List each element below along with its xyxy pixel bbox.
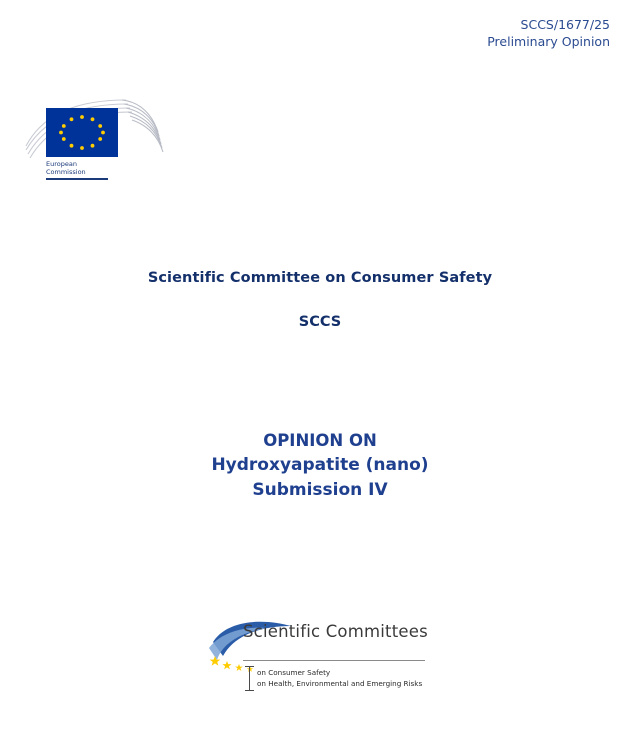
committee-title-block [0, 270, 640, 330]
scientific-committees-title: Scientific Committees [243, 622, 428, 641]
document-status: Preliminary Opinion [487, 34, 610, 49]
eu-logo-text-line2: Commission [46, 168, 86, 176]
eu-flag-stars [46, 108, 118, 157]
european-commission-logo [22, 98, 172, 190]
scientific-committees-subtitle [257, 667, 422, 689]
scientific-committees-logo [205, 612, 435, 697]
scientific-committees-bracket-top [245, 666, 254, 667]
opinion-title-block [0, 428, 640, 503]
scientific-committees-subtitle-line2: on Health, Environmental and Emerging Risks [257, 679, 423, 688]
opinion-submission: Submission IV [252, 480, 388, 500]
document-reference-header [487, 16, 610, 50]
opinion-heading: OPINION ON [263, 431, 377, 450]
eu-logo-text [46, 160, 136, 176]
scientific-committees-subtitle-line1: on Consumer Safety [257, 668, 331, 677]
committee-abbreviation: SCCS [298, 314, 342, 330]
eu-logo-text-line1: European [46, 160, 77, 168]
scientific-committees-bracket [249, 666, 250, 690]
opinion-subject: Hydroxyapatite (nano) [211, 455, 429, 475]
scientific-committees-divider [243, 660, 425, 661]
document-reference-number: SCCS/1677/25 [520, 17, 610, 32]
eu-logo-underline [46, 178, 108, 180]
scientific-committees-bracket-bottom [245, 690, 254, 691]
page-title: Scientific Committee on Consumer Safety [147, 270, 493, 286]
